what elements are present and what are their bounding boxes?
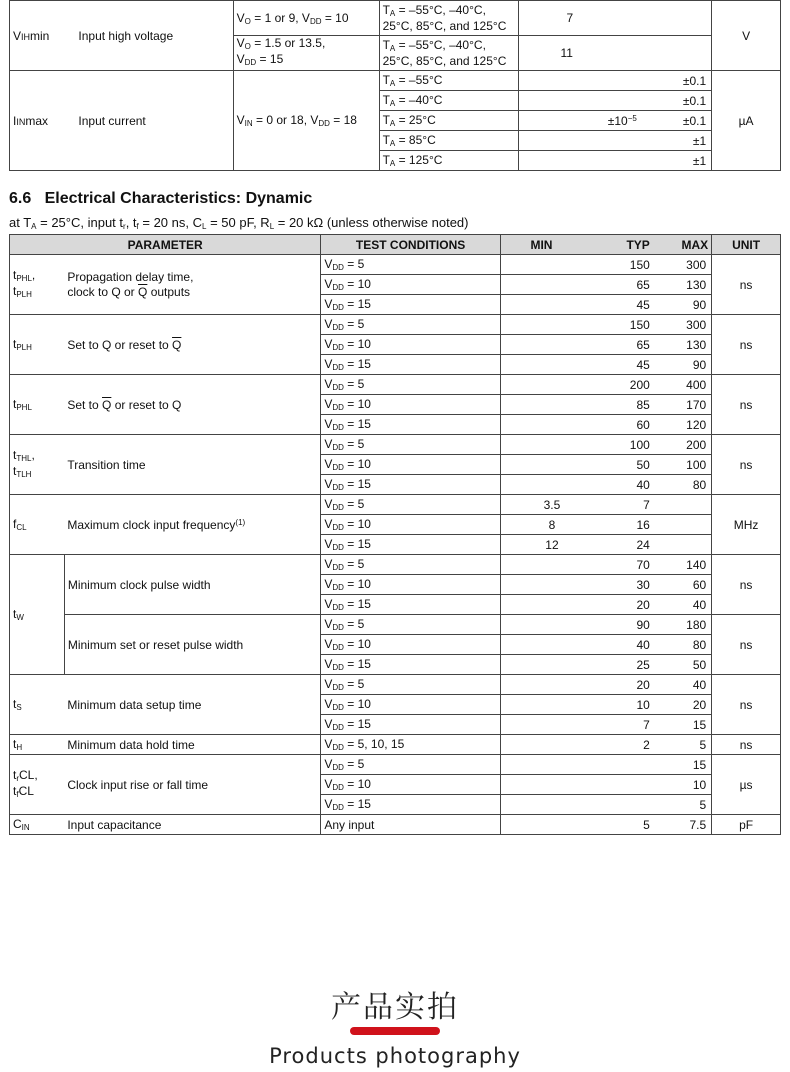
typ-value: 7 [582,715,662,735]
typ-value: 65 [582,335,662,355]
param-name: Minimum clock pulse width [64,555,320,615]
max-value: 90 [662,295,712,315]
table-row [10,555,781,575]
test-condition: $V_{DD} = 5$ [321,555,501,575]
typ-value: 150 [582,315,662,335]
param-symbol: $t_{PLH}$ [10,315,65,375]
test-condition: $V_{DD} = 10$ [321,275,501,295]
min-value [500,355,582,375]
min-value [500,475,582,495]
typ-value [582,775,662,795]
param-symbol: $t_S$ [10,675,65,735]
table-row [10,815,781,835]
products-photo-title-cn: 产品实拍 [331,990,459,1025]
min-value [500,275,582,295]
param-name: Minimum data setup time [64,675,320,735]
unit: MHz [712,495,781,555]
typ-value: 200 [582,375,662,395]
max-value: 40 [662,595,712,615]
products-photo-title-en: Products photography [269,1044,521,1068]
typ-value: 85 [582,395,662,415]
typ-value: 7 [582,495,662,515]
header-typ: TYP [582,235,662,255]
unit: pF [712,815,781,835]
typ-value [582,795,662,815]
min-value [500,615,582,635]
test-condition: $V_{DD} = 10$ [321,635,501,655]
header-max: MAX [662,235,712,255]
test-condition: $V_{DD} = 5$ [321,435,501,455]
min-value [500,695,582,715]
max-value: 140 [662,555,712,575]
typ-value: 90 [582,615,662,635]
test-condition: $V_{DD} = 15$ [321,355,501,375]
table-row [10,615,781,635]
param-symbol: $t_rCL$, $t_fCL$ [10,755,65,815]
param-name: Maximum clock input frequency$^{(1)}$ [64,495,320,555]
min-value [500,255,582,275]
max-value: 130 [662,335,712,355]
param-symbol: $f_{CL}$ [10,495,65,555]
typ-value: 50 [582,455,662,475]
max-value: 120 [662,415,712,435]
header-unit: UNIT [712,235,781,255]
table-row [10,71,781,91]
typ-value: 10 [582,695,662,715]
unit: ns [712,375,781,435]
min-value: 12 [500,535,582,555]
test-condition: $V_{DD} = 5$, 10, 15 [321,735,501,755]
max-value: ±0.1 [518,91,712,111]
typ-value: 60 [582,415,662,435]
table-row [10,755,781,775]
temp-condition: $T_A = -55^\circ C$, –40°C, 25°C, 85°C, and 125°C [379,36,518,71]
test-condition: $V_{DD} = 15$ [321,415,501,435]
header-row [10,235,781,255]
unit: ns [712,255,781,315]
min-value [500,435,582,455]
test-condition: $V_{DD} = 5$ [321,375,501,395]
param-symbol: $t_W$ [10,555,65,675]
min-value [500,595,582,615]
table-row [10,495,781,515]
min-value [500,635,582,655]
param-symbol: $t_{THL}$, $t_{TLH}$ [10,435,65,495]
max-value: 200 [662,435,712,455]
test-condition: $V_{DD} = 15$ [321,475,501,495]
max-value: 20 [662,695,712,715]
max-value: ±0.1 [518,71,712,91]
unit: ns [712,315,781,375]
typ-value: 45 [582,355,662,375]
unit: ns [712,555,781,615]
test-condition: $V_{DD} = 10$ [321,575,501,595]
typ-value: 16 [582,515,662,535]
typ-value: 20 [582,675,662,695]
test-condition: $V_{DD} = 15$ [321,295,501,315]
typ-value: 45 [582,295,662,315]
header-test-conditions: TEST CONDITIONS [321,235,501,255]
section-title: 6.6 Electrical Characteristics: Dynamic [9,190,313,207]
test-condition: Any input [321,815,501,835]
max-value: 90 [662,355,712,375]
max-value: 5 [662,795,712,815]
typ-value: 40 [582,475,662,495]
typ-max-values: $\pm 10^{-5} \pm 0.1$ [518,111,712,131]
min-value [500,555,582,575]
test-condition: $V_{DD} = 5$ [321,255,501,275]
test-condition: $V_{DD} = 10$ [321,395,501,415]
max-value: 80 [662,475,712,495]
table-row [10,735,781,755]
typ-value: 25 [582,655,662,675]
max-value: 180 [662,615,712,635]
min-value [500,775,582,795]
param-symbol: $C_{IN}$ [10,815,65,835]
min-value: 3.5 [500,495,582,515]
table-row [10,435,781,455]
temp-condition: $T_A = 85^\circ C$ [379,131,518,151]
param-symbol: $t_{PHL}$ [10,375,65,435]
unit: µs [712,755,781,815]
table-row [10,375,781,395]
max-value: 10 [662,775,712,795]
temp-condition: $T_A = 125^\circ C$ [379,151,518,171]
dynamic-characteristics-table [9,234,781,835]
max-value: 130 [662,275,712,295]
param-symbol: IINmax [10,71,76,171]
param-name: Clock input rise or fall time [64,755,320,815]
min-value [500,455,582,475]
min-value [500,395,582,415]
min-value [500,375,582,395]
min-value [500,715,582,735]
test-condition: $V_{DD} = 5$ [321,315,501,335]
typ-value: 150 [582,255,662,275]
section-subtitle: at $T_A = 25^\circ C$, input $t_r$, $t_f = 20$ ns, $C_L = 50$ pF, $R_L = 20$ kΩ (unless otherwise noted) [9,215,469,231]
temp-condition: $T_A = -40^\circ C$ [379,91,518,111]
max-value: 7.5 [662,815,712,835]
test-condition: $V_{DD} = 15$ [321,535,501,555]
test-condition: $V_{DD} = 10$ [321,455,501,475]
min-value [500,415,582,435]
min-value [500,795,582,815]
max-value: 300 [662,315,712,335]
test-condition: $V_{IN} = 0$ or 18, $V_{DD} = 18$ [233,71,379,171]
max-value: 80 [662,635,712,655]
unit: ns [712,615,781,675]
typ-value: 2 [582,735,662,755]
static-characteristics-table [9,0,781,171]
min-value: 8 [500,515,582,535]
max-value [662,515,712,535]
param-name: Input current [75,71,233,171]
max-value: ±1 [518,151,712,171]
param-name: Propagation delay time, clock to Q or $\overline{Q}$ outputs [64,255,320,315]
temp-condition: $T_A = -55^\circ C$, –40°C, 25°C, 85°C, and 125°C [379,1,518,36]
max-value: 15 [662,755,712,775]
param-name: Minimum set or reset pulse width [64,615,320,675]
typ-value: 40 [582,635,662,655]
test-condition: $V_{DD} = 15$ [321,795,501,815]
test-condition: $V_{DD} = 5$ [321,675,501,695]
min-value [500,815,582,835]
param-name: Input capacitance [64,815,320,835]
max-value: 100 [662,455,712,475]
max-value: 40 [662,675,712,695]
max-value: 5 [662,735,712,755]
typ-value: 65 [582,275,662,295]
test-condition: $V_{DD} = 15$ [321,595,501,615]
temp-condition: $T_A = 25^\circ C$ [379,111,518,131]
max-value: 400 [662,375,712,395]
typ-value: 100 [582,435,662,455]
typ-value: 24 [582,535,662,555]
min-value [500,315,582,335]
unit: ns [712,735,781,755]
param-name: Set to Q or reset to $\overline{Q}$ [64,315,320,375]
test-condition: $V_{DD} = 10$ [321,335,501,355]
max-value: 170 [662,395,712,415]
min-value [500,295,582,315]
max-value [662,535,712,555]
test-condition: $V_{DD} = 15$ [321,655,501,675]
min-value [500,755,582,775]
typ-value: 30 [582,575,662,595]
param-name: Transition time [64,435,320,495]
min-value: 11 [518,36,712,71]
table-row [10,1,781,36]
typ-value [582,755,662,775]
test-condition: $V_{DD} = 10$ [321,775,501,795]
test-condition: $V_{DD} = 10$ [321,695,501,715]
min-value [500,655,582,675]
typ-value: 20 [582,595,662,615]
header-min: MIN [500,235,582,255]
temp-condition: $T_A = -55^\circ C$ [379,71,518,91]
table-row [10,255,781,275]
unit: ns [712,675,781,735]
param-symbol: VIHmin [10,1,76,71]
test-condition: $V_{DD} = 5$ [321,755,501,775]
max-value: 50 [662,655,712,675]
param-symbol: $t_{PHL}$, $t_{PLH}$ [10,255,65,315]
test-condition: $V_O = 1$ or 9, $V_{DD} = 10$ [233,1,379,36]
test-condition: $V_{DD} = 5$ [321,615,501,635]
max-value: 15 [662,715,712,735]
max-value: 60 [662,575,712,595]
min-value [500,735,582,755]
test-condition: $V_{DD} = 15$ [321,715,501,735]
test-condition: $V_{DD} = 5$ [321,495,501,515]
typ-value: 70 [582,555,662,575]
test-condition: $V_O = 1.5$ or 13.5, $V_{DD} = 15$ [233,36,379,71]
min-value [500,675,582,695]
test-condition: $V_{DD} = 10$ [321,515,501,535]
min-value [500,575,582,595]
typ-value: 5 [582,815,662,835]
param-name: Input high voltage [75,1,233,71]
max-value: 300 [662,255,712,275]
param-name: Minimum data hold time [64,735,320,755]
param-symbol: $t_H$ [10,735,65,755]
max-value: ±1 [518,131,712,151]
param-name: Set to $\overline{Q}$ or reset to Q [64,375,320,435]
min-value: 7 [518,1,712,36]
unit: ns [712,435,781,495]
accent-divider [350,1027,440,1035]
unit: µA [712,71,781,171]
unit: V [712,1,781,71]
table-row [10,675,781,695]
header-parameter: PARAMETER [10,235,321,255]
table-row [10,315,781,335]
min-value [500,335,582,355]
max-value [662,495,712,515]
